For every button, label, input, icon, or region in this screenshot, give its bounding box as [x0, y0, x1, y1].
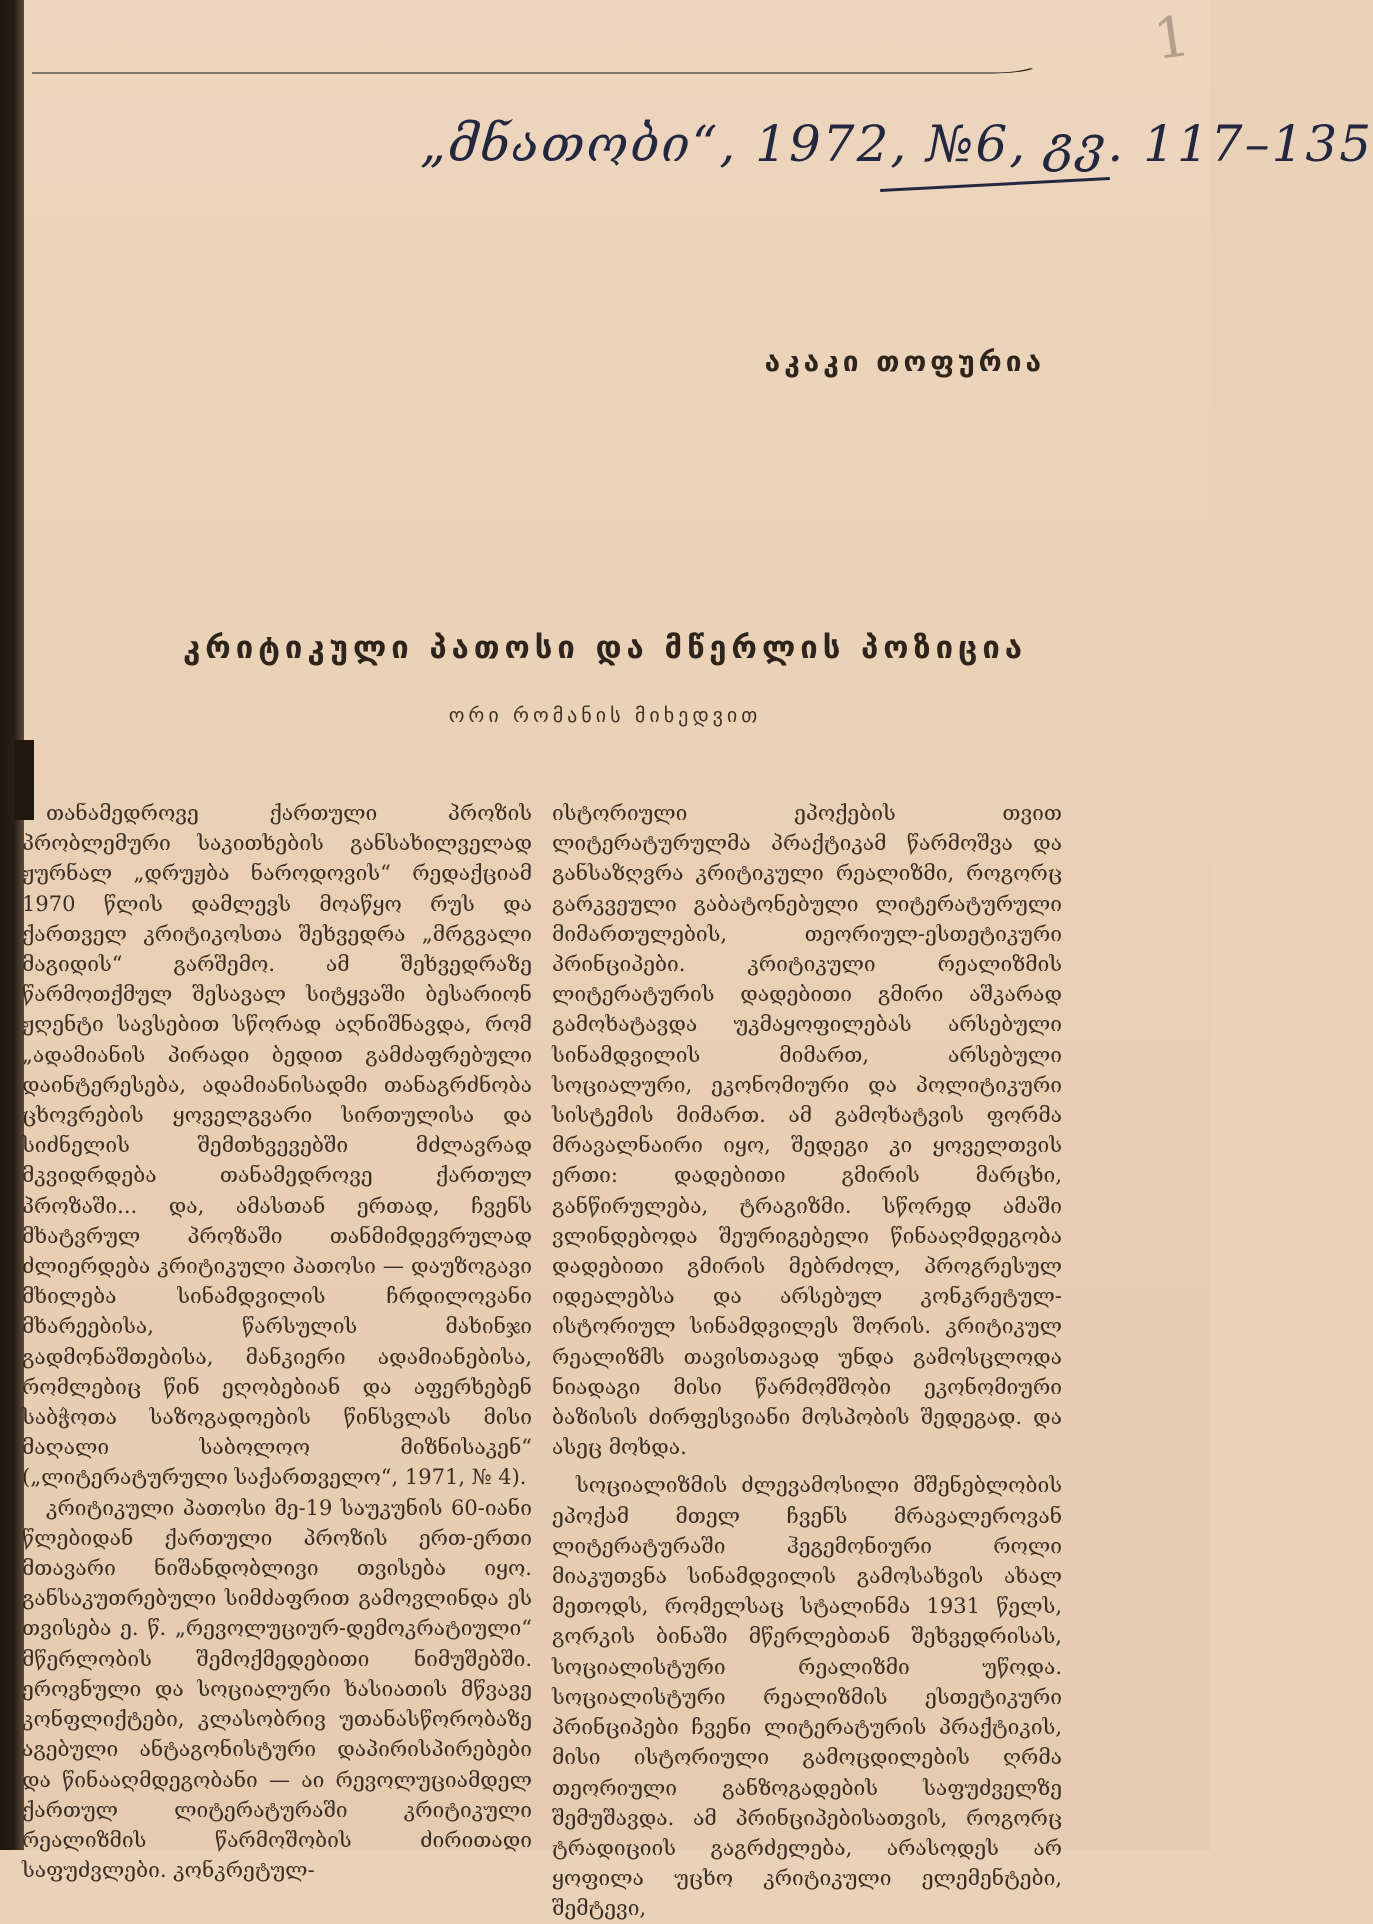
paragraph: თანამედროვე ქართული პროზის პრობლემური საკითხების განსახილველად ჟურნალ „დრუჟბა ნაროდოვის“ რედაქციამ 1970 წლის დამლევს მოაწყო რუს და ქართველ კრიტიკოსთა შეხვედრა „მრგვალი მაგიდის“ გარშემო. ამ შეხვედრაზე წარმოთქმულ შესავალ სიტყვაში ბესარიონ ჟღენტი სავსებით სწორად აღნიშნავდა, რომ „ადამიანის პირადი ბედით გამძაფრებული დაინტერესება, ადამიანისადმი თანაგრძნობა ცხოვრების ყოველგვარი სირთულისა და სიძნელის შემთხვევებში მძლავრად მკვიდრდება თანამედროვე ქართულ პროზაში... და, ამასთან ერთად, ჩვენს მხატვრულ პროზაში თანმიმდევრულად ძლიერდება კრიტიკული პათოსი — დაუზოგავი მხილება სინამდვილის ჩრდილოვანი მხარეებისა, წარსულის მახინჯი გადმონაშთებისა, მანკიერი ადამიანებისა, რომლებიც წინ ეღობებიან და აფერხებენ საბჭოთა საზოგადოების წინსვლას მისი მაღალი საბოლოო მიზნისაკენ“ („ლიტერატურული საქართველო“, 1971, № 4).: [22, 801, 532, 1490]
text-column-left: [22, 798, 532, 1885]
handwritten-underline: [880, 177, 1110, 192]
paragraph: სოციალიზმის ძლევამოსილი მშენებლობის ეპოქამ მთელ ჩვენს მრავალეროვან ლიტერატურაში ჰეგემონიური როლი მიაკუთვნა სინამდვილის გამოსახვის ახალ მეთოდს, რომელსაც სტალინმა 1931 წელს, გორკის ბინაში მწერლებთან შეხვედრისას, სოციალისტური რეალიზმი უწოდა. სოციალისტური რეალიზმის ესთეტიკური პრინციპები ჩვენი ლიტერატურის პრაქტიკის, მისი ისტორიული გამოცდილების ღრმა თეორიული განზოგადების საფუძველზე შემუშავდა. ამ პრინციპებისათვის, როგორც ტრადიციის გაგრძელება, არასოდეს არ ყოფილა უცხო კრიტიკული ელემენტები, შემტევი,: [552, 1473, 1062, 1921]
paragraph: ისტორიული ეპოქების თვით ლიტერატურულმა პრაქტიკამ წარმოშვა და განსაზღვრა კრიტიკული რეალიზმი, როგორც გარკვეული გაბატონებული ლიტერატურული მიმართულების, თეორიულ-ესთეტიკური პრინციპები. კრიტიკული რეალიზმის ლიტერატურის დადებითი გმირი აშკარად გამოხატავდა უკმაყოფილებას არსებული სინამდვილის მიმართ, არსებული სოციალური, ეკონომიური და პოლიტიკური სისტემის მიმართ. ამ გამოხატვის ფორმა მრავალნაირი იყო, შედეგი კი ყოველთვის ერთი: დადებითი გმირის მარცხი, განწირულება, ტრაგიზმი. სწორედ ამაში ვლინდებოდა შეურიგებელი წინააღმდეგობა დადებითი გმირის მებრძოლ, პროგრესულ იდეალებსა და არსებულ კონკრეტულ-ისტორიულ სინამდვილეს შორის. კრიტიკულ რეალიზმს თავისთავად უნდა გამოსცლოდა ნიადაგი მისი წარმომშობი ეკონომიური ბაზისის ძირფესვიანი მოსპობის შედეგად. და ასეც მოხდა.: [552, 801, 1062, 1460]
page-number: 1: [1150, 3, 1195, 74]
binding-edge: [0, 0, 24, 1850]
paragraph: კრიტიკული პათოსი მე-19 საუკუნის 60-იანი წლებიდან ქართული პროზის ერთ-ერთი მთავარი ნიშანდობლივი თვისება იყო. განსაკუთრებული სიმძაფრით გამოვლინდა ეს თვისება ე. წ. „რევოლუციურ-დემოკრატიული“ მწერლობის შემოქმედებითი ნიმუშებში. ეროვნული და სოციალური ხასიათის მწვავე კონფლიქტები, კლასობრივ უთანასწორობაზე აგებული ანტაგონისტური დაპირისპირებები და წინააღმდეგობანი — აი რევოლუციამდელ ქართულ ლიტერატურაში კრიტიკული რეალიზმის წარმოშობის ძირითადი საფუძვლები. კონკრეტულ-: [22, 1495, 532, 1883]
article-subtitle: ორი რომანის მიხედვით: [448, 703, 762, 727]
handwritten-reference: „მნათობი“, 1972, №6, გვ. 117–135: [420, 115, 1373, 173]
article-title: კრიტიკული პათოსი და მწერლის პოზიცია: [183, 630, 1027, 666]
top-rule: [32, 70, 1032, 76]
author-name: აკაკი თოფურია: [764, 345, 1045, 378]
text-column-right: [552, 798, 1062, 1924]
